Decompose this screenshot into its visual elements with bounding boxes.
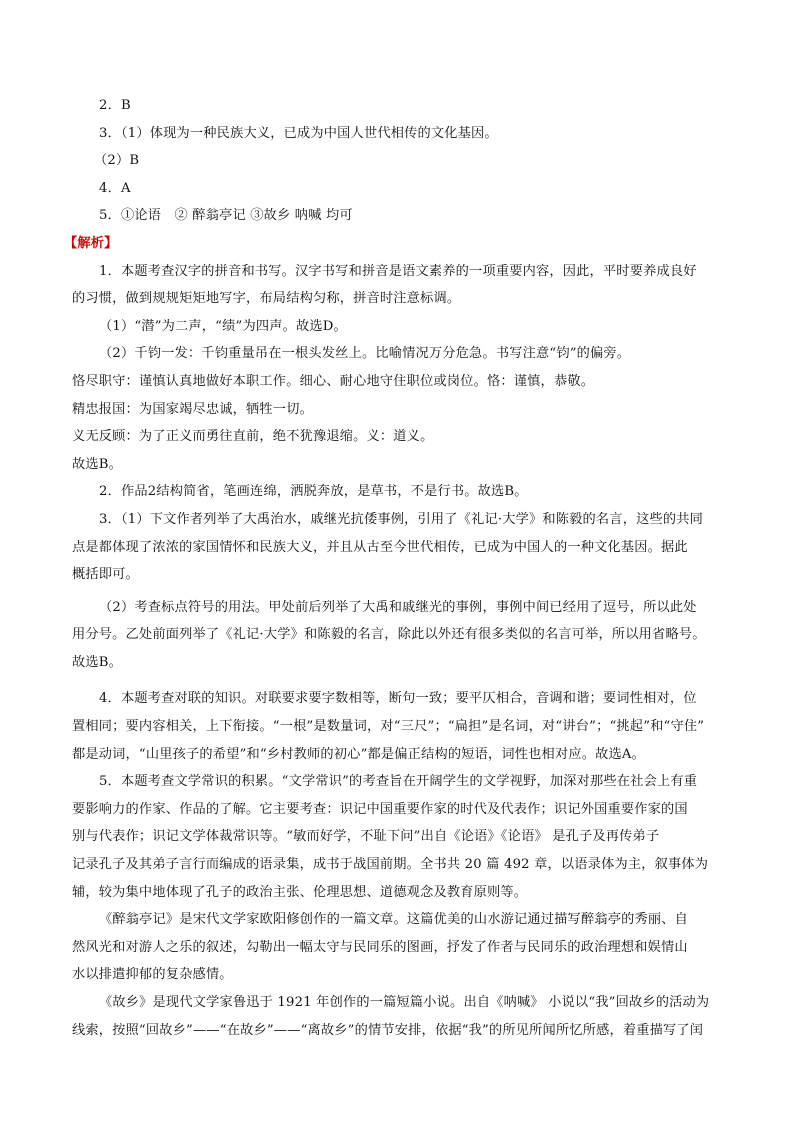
analysis-paragraph-2: 2．作品2结构简省，笔画连绵，洒脱奔放，是草书，不是行书。故选B。 <box>99 484 528 500</box>
idiom-entry: 精忠报国：为国家竭尽忠诚，牺牲一切。 <box>72 401 313 417</box>
paragraph-line: 都是动词，“山里孩子的希望”和“乡村教师的初心”都是偏正结构的短语，词性也相对应。故选A。 <box>72 746 645 762</box>
analysis-conclusion: 故选B。 <box>72 456 123 472</box>
paragraph-line: 的习惯，做到规规矩矩地写字，布局结构匀称，拼音时注意标调。 <box>72 291 461 307</box>
answer-4: 4．A <box>99 180 131 196</box>
paragraph-line: 5．本题考查文学常识的积累。“文学常识”的考查旨在开阔学生的文学视野，加深对那些在社会上有重 <box>99 774 698 790</box>
paragraph-line: （2）考查标点符号的用法。甲处前后列举了大禹和戚继光的事例，事例中间已经用了逗号，所以此处 <box>99 599 697 615</box>
analysis-paragraph-guxiang <box>72 989 732 1044</box>
paragraph-line: 置相同；要内容相关，上下衔接。“一根”是数量词，对“三尺”；“扁担”是名词，对“讲台”；“挑起”和“守住” <box>72 719 705 735</box>
analysis-item-1-1: （1）“潜”为二声，“绩”为四声。故选D。 <box>99 318 347 334</box>
paragraph-line: 点是都体现了浓浓的家国情怀和民族大义，并且从古至今世代相传，已成为中国人的一种文化基因。据此 <box>72 539 688 555</box>
paragraph-line: 水以排遣抑郁的复杂感情。 <box>72 967 233 983</box>
document-body <box>64 92 732 1044</box>
idiom-entry: 义无反顾：为了正义而勇往直前，绝不犹豫退缩。义：道义。 <box>72 429 434 445</box>
analysis-paragraph-5 <box>72 768 732 906</box>
analysis-paragraph-zuiwengtingji <box>72 906 732 989</box>
analysis-heading: 【解析】 <box>64 235 118 251</box>
answer-2: 2．B <box>99 98 131 113</box>
paragraph-line: 线索，按照“回故乡”——“在故乡”——“离故乡”的情节安排，依据“我”的所见所闻所忆所感，着重描写了闰 <box>72 1022 704 1038</box>
paragraph-line: 《故乡》是现代文学家鲁迅于 1921 年创作的一篇短篇小说。出自《呐喊》 小说以“我”回故乡的活动为 <box>99 995 710 1010</box>
paragraph-line: 辅，较为集中地体现了孔子的政治主张、伦理思想、道德观念及教育原则等。 <box>72 884 528 900</box>
answer-3-2: （2）B <box>94 153 140 169</box>
paragraph-line: 3．（1）下文作者列举了大禹治水，戚继光抗倭事例，引用了《礼记·大学》和陈毅的名言，这些的共同 <box>99 511 704 527</box>
analysis-paragraph-4 <box>72 685 732 768</box>
answer-3-1: 3．（1）体现为一种民族大义，已成为中国人世代相传的文化基因。 <box>99 125 498 141</box>
paragraph-line: 概括即可。 <box>72 567 139 583</box>
analysis-item-1-2: （2）千钧一发：千钧重量吊在一根头发丝上。比喻情况万分危急。书写注意“钧”的偏旁。 <box>99 346 631 362</box>
idiom-entry: 恪尽职守：谨慎认真地做好本职工作。细心、耐心地守住职位或岗位。恪：谨慎，恭敬。 <box>72 373 595 389</box>
paragraph-line: 别与代表作；识记文学体裁常识等。“敏而好学，不耻下问”出自《论语》《论语》 是孔子及再传弟子 <box>72 829 660 845</box>
paragraph-line: 《醉翁亭记》是宋代文学家欧阳修创作的一篇文章。这篇优美的山水游记通过描写醉翁亭的秀丽、自 <box>99 912 689 928</box>
paragraph-line: 要影响力的作家、作品的了解。它主要考查：识记中国重要作家的时代及代表作；识记外国重要作家的国 <box>72 801 688 817</box>
paragraph-line: 用分号。乙处前面列举了《礼记·大学》和陈毅的名言，除此以外还有很多类似的名言可举，所以用省略号。 <box>72 627 706 643</box>
paragraph-line: 故选B。 <box>72 654 123 670</box>
paragraph-line: 1．本题考查汉字的拼音和书写。汉字书写和拼音是语文素养的一项重要内容，因此，平时要养成良好 <box>99 263 697 279</box>
paragraph-line: 记录孔子及其弟子言行而编成的语录集，成书于战国前期。全书共 20 篇 492 章，以语录体为主，叙事体为 <box>72 857 709 873</box>
paragraph-line: 4．本题考查对联的知识。对联要求要字数相等，断句一致；要平仄相合，音调和谐；要词性相对，位 <box>99 691 697 707</box>
paragraph-line: 然风光和对游人之乐的叙述，勾勒出一幅太守与民同乐的图画，抒发了作者与民同乐的政治理想和娱情山 <box>72 939 688 955</box>
analysis-paragraph-3 <box>72 506 732 589</box>
analysis-paragraph-1 <box>72 258 732 313</box>
analysis-paragraph-3-2 <box>72 594 732 677</box>
answer-5: 5．①论语 ② 醉翁亭记 ③故乡 呐喊 均可 <box>99 208 353 224</box>
